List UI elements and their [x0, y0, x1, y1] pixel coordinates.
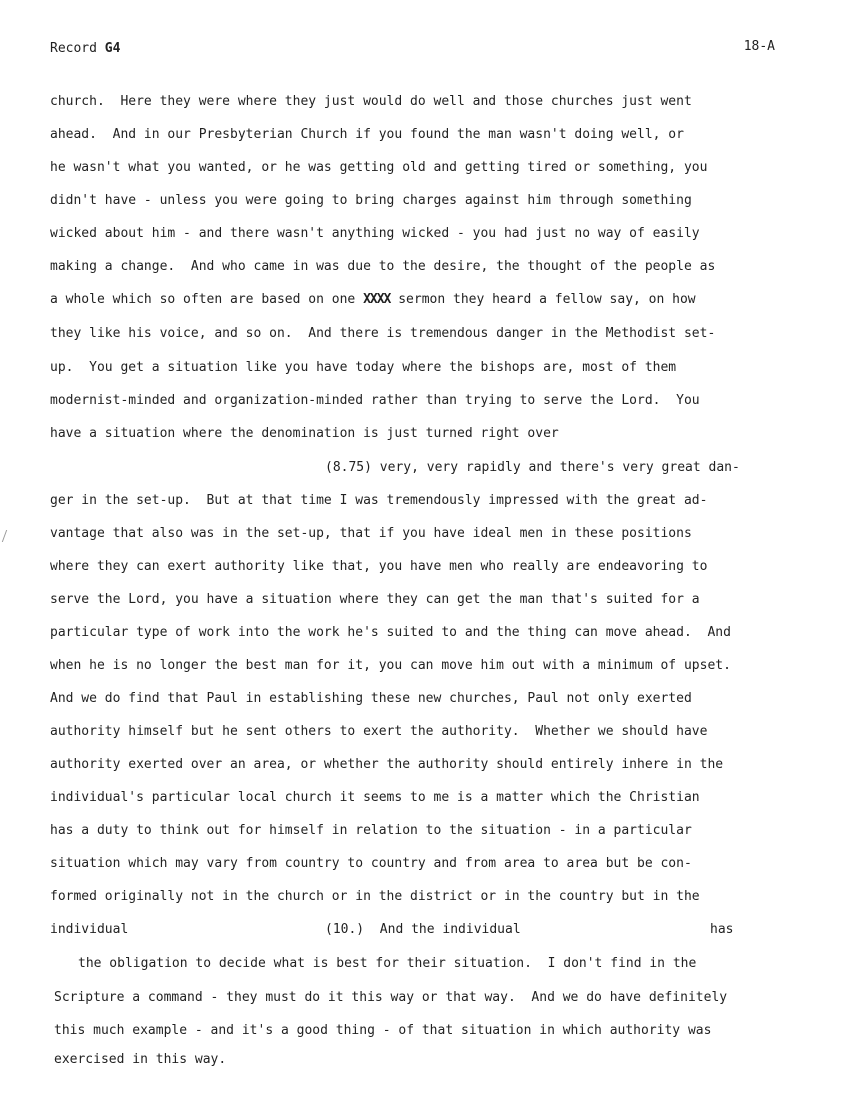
text-line: didn't have - unless you were going to bring charges against him through something [50, 193, 692, 208]
text-line: making a change. And who came in was due to the desire, the thought of the people as [50, 259, 716, 274]
margin-mark [2, 530, 10, 542]
text-line: And we do find that Paul in establishing these new churches, Paul not only exerted [50, 691, 692, 706]
text-line: individual's particular local church it seems to me is a matter which the Christian [50, 790, 700, 805]
text-line: modernist-minded and organization-minded rather than trying to serve the Lord. You [50, 393, 700, 408]
text-line: ahead. And in our Presbyterian Church if you found the man wasn't doing well, or [50, 127, 684, 142]
text-line: has a duty to think out for himself in relation to the situation - in a particular [50, 823, 692, 838]
text-line: formed originally not in the church or in the district or in the country but in the [50, 889, 700, 904]
struck-word: XXXX [363, 292, 391, 307]
text-line-individual: has [710, 922, 734, 937]
text-line-individual: individual [50, 922, 129, 937]
text-line: particular type of work into the work he's suited to and the thing can move ahead. And [50, 625, 731, 640]
text-line: exercised in this way. [54, 1052, 227, 1067]
text-line: wicked about him - and there wasn't anything wicked - you had just no way of easily [50, 226, 700, 241]
text-line: authority himself but he sent others to exert the authority. Whether we should have [50, 724, 708, 739]
record-label: Record [50, 41, 105, 56]
record-header [50, 41, 120, 56]
text-line: Scripture a command - they must do it this way or that way. And we do have definitely [54, 990, 728, 1005]
page-number: 18-A [743, 39, 775, 54]
text-line-individual: (10.) And the individual [325, 922, 521, 937]
text-line: church. Here they were where they just would do well and those churches just went [50, 94, 692, 109]
text-segment: a whole which so often are based on one [50, 292, 364, 307]
text-line: serve the Lord, you have a situation where they can get the man that's suited for a [50, 592, 700, 607]
text-line: vantage that also was in the set-up, that if you have ideal men in these positions [50, 526, 692, 541]
text-line: when he is no longer the best man for it, you can move him out with a minimum of upset. [50, 658, 731, 673]
record-number: G4 [104, 41, 121, 56]
text-line: authority exerted over an area, or whether the authority should entirely inhere in the [50, 757, 724, 772]
text-line: this much example - and it's a good thing - of that situation in which authority was [54, 1023, 712, 1038]
text-line-struck [50, 291, 696, 309]
text-line: ger in the set-up. But at that time I was tremendously impressed with the great ad- [50, 493, 708, 508]
text-line: situation which may vary from country to country and from area to area but be con- [50, 856, 692, 871]
text-line: the obligation to decide what is best for their situation. I don't find in the [78, 956, 697, 971]
text-line: they like his voice, and so on. And there is tremendous danger in the Methodist set- [50, 326, 716, 341]
text-line: (8.75) very, very rapidly and there's very great dan- [325, 460, 740, 475]
text-line: up. You get a situation like you have today where the bishops are, most of them [50, 360, 677, 375]
text-line: where they can exert authority like that, you have men who really are endeavoring to [50, 559, 708, 574]
text-segment: sermon they heard a fellow say, on how [390, 292, 696, 307]
text-line: he wasn't what you wanted, or he was getting old and getting tired or something, you [50, 160, 708, 175]
text-line: have a situation where the denomination is just turned right over [50, 426, 559, 441]
